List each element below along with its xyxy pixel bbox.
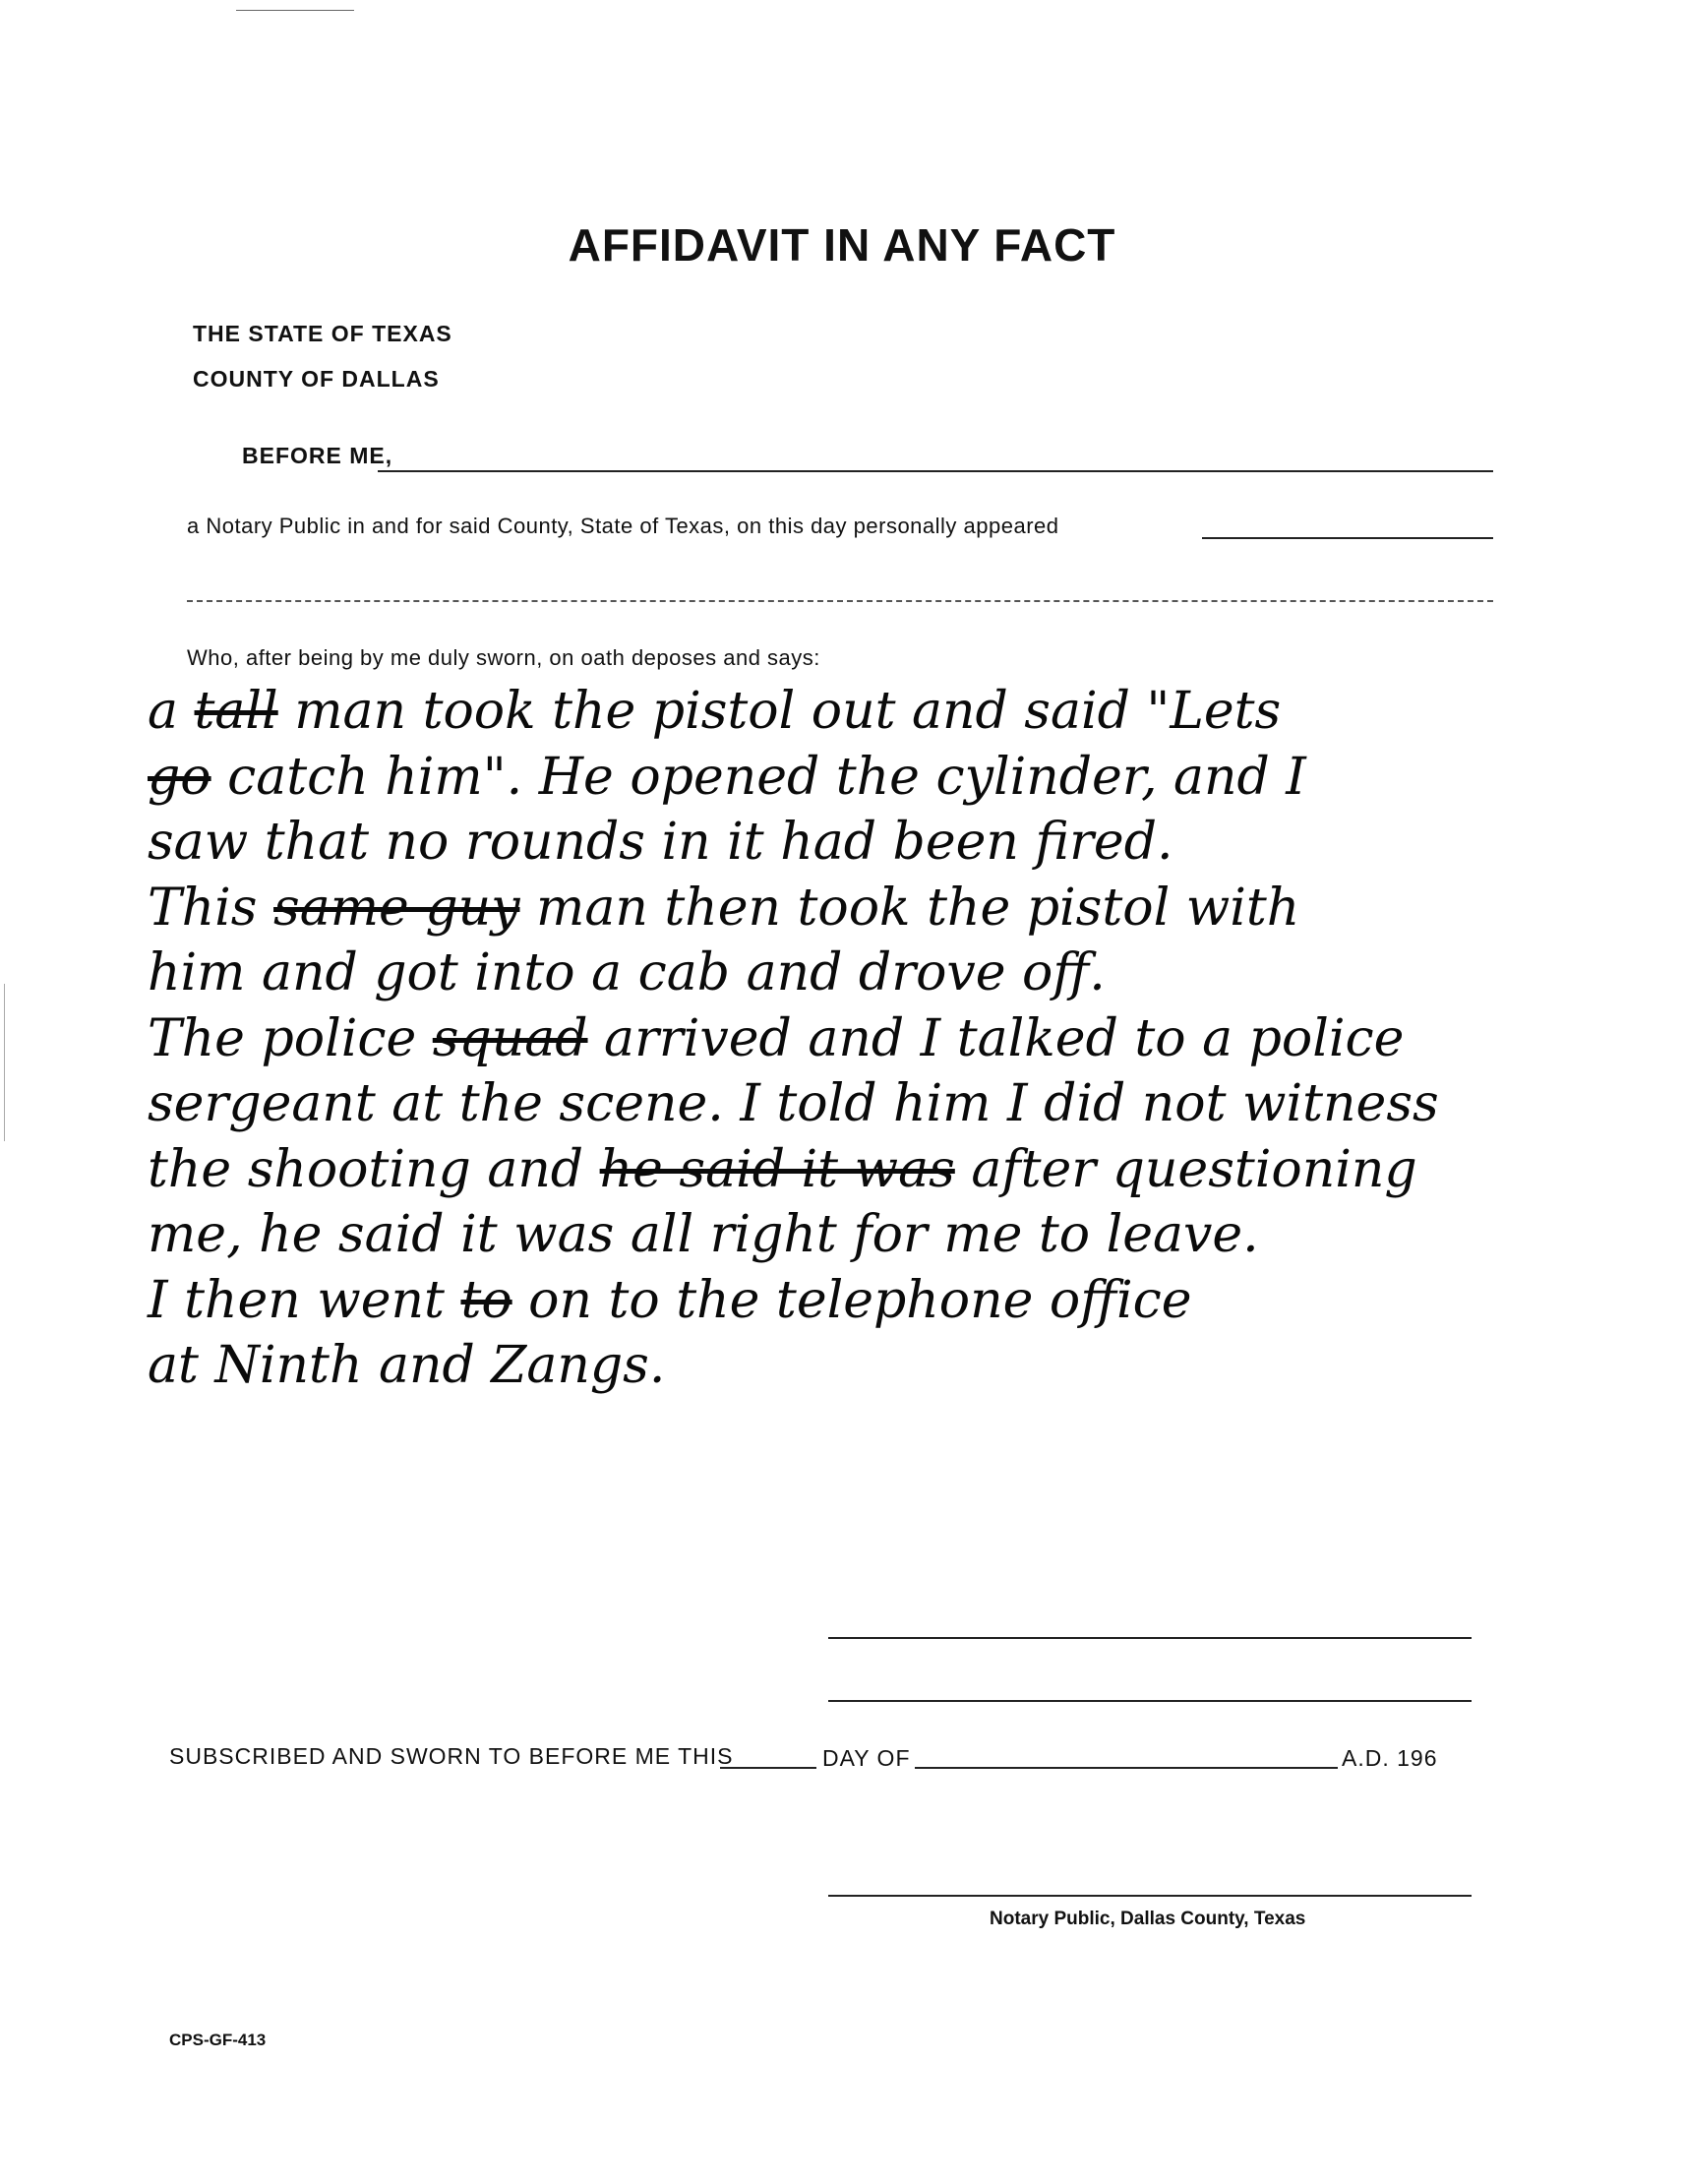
struck-text: go <box>148 747 211 807</box>
statement-line <box>148 1071 1623 1137</box>
statement-line <box>148 1006 1623 1072</box>
handwritten-statement <box>148 679 1623 1399</box>
statement-text: a <box>148 682 195 741</box>
notary-signature-line <box>828 1895 1472 1897</box>
form-title: AFFIDAVIT IN ANY FACT <box>568 219 1116 271</box>
statement-text: after questioning <box>954 1139 1417 1199</box>
statement-text: the shooting and <box>148 1139 600 1199</box>
form-code: CPS-GF-413 <box>169 2031 267 2049</box>
day-of-label: DAY OF <box>822 1745 911 1771</box>
statement-text: The police <box>148 1008 433 1068</box>
statement-text: This <box>148 878 274 938</box>
statement-text: catch him". He opened the cylinder, and I <box>210 747 1306 807</box>
statement-text: man took the pistol out and said "Lets <box>277 682 1282 741</box>
struck-text: same guy <box>273 878 520 938</box>
statement-line <box>148 1202 1623 1268</box>
statement-line <box>148 876 1623 941</box>
statement-line <box>148 810 1623 876</box>
day-blank <box>720 1767 816 1769</box>
subscribed-label: SUBSCRIBED AND SWORN TO BEFORE ME THIS <box>169 1743 734 1769</box>
statement-text: saw that no rounds in it had been fired. <box>148 813 1173 872</box>
appeared-rule <box>1202 537 1493 539</box>
struck-text: to <box>460 1270 512 1330</box>
statement-text: me, he said it was all right for me to leave. <box>148 1205 1259 1264</box>
scan-mark-left <box>4 984 5 1141</box>
statement-text: at Ninth and Zangs. <box>148 1336 666 1395</box>
struck-text: he said it was <box>599 1139 955 1199</box>
statement-line <box>148 1137 1623 1203</box>
month-blank <box>915 1767 1338 1769</box>
affiant-signature-line-2 <box>828 1700 1472 1702</box>
statement-text: arrived and I talked to a police <box>587 1008 1405 1068</box>
scan-mark-top <box>236 10 354 11</box>
county-line: COUNTY OF DALLAS <box>193 366 440 392</box>
statement-line <box>148 745 1623 811</box>
statement-text: him and got into a cab and drove off. <box>148 943 1106 1002</box>
before-me-rule <box>378 470 1493 472</box>
statement-line <box>148 940 1623 1006</box>
statement-line <box>148 679 1623 745</box>
state-line: THE STATE OF TEXAS <box>193 321 452 346</box>
statement-line <box>148 1268 1623 1334</box>
before-me-label: BEFORE ME, <box>242 443 393 468</box>
struck-text: tall <box>194 682 278 741</box>
statement-text: man then took the pistol with <box>519 878 1300 938</box>
statement-text: I then went <box>148 1270 461 1330</box>
statement-text: sergeant at the scene. I told him I did not witness <box>148 1074 1439 1133</box>
struck-text: squad <box>432 1008 588 1068</box>
affiant-signature-line-1 <box>828 1637 1472 1639</box>
statement-line <box>148 1333 1623 1399</box>
appeared-continuation-rule <box>187 600 1493 602</box>
sworn-statement-label: Who, after being by me duly sworn, on oath deposes and says: <box>187 645 820 670</box>
notary-signature-caption: Notary Public, Dallas County, Texas <box>990 1909 1306 1929</box>
statement-text: on to the telephone office <box>511 1270 1192 1330</box>
ad-year-label: A.D. 196 <box>1342 1745 1438 1771</box>
notary-appeared-label: a Notary Public in and for said County, State of Texas, on this day personally appeared <box>187 514 1059 538</box>
